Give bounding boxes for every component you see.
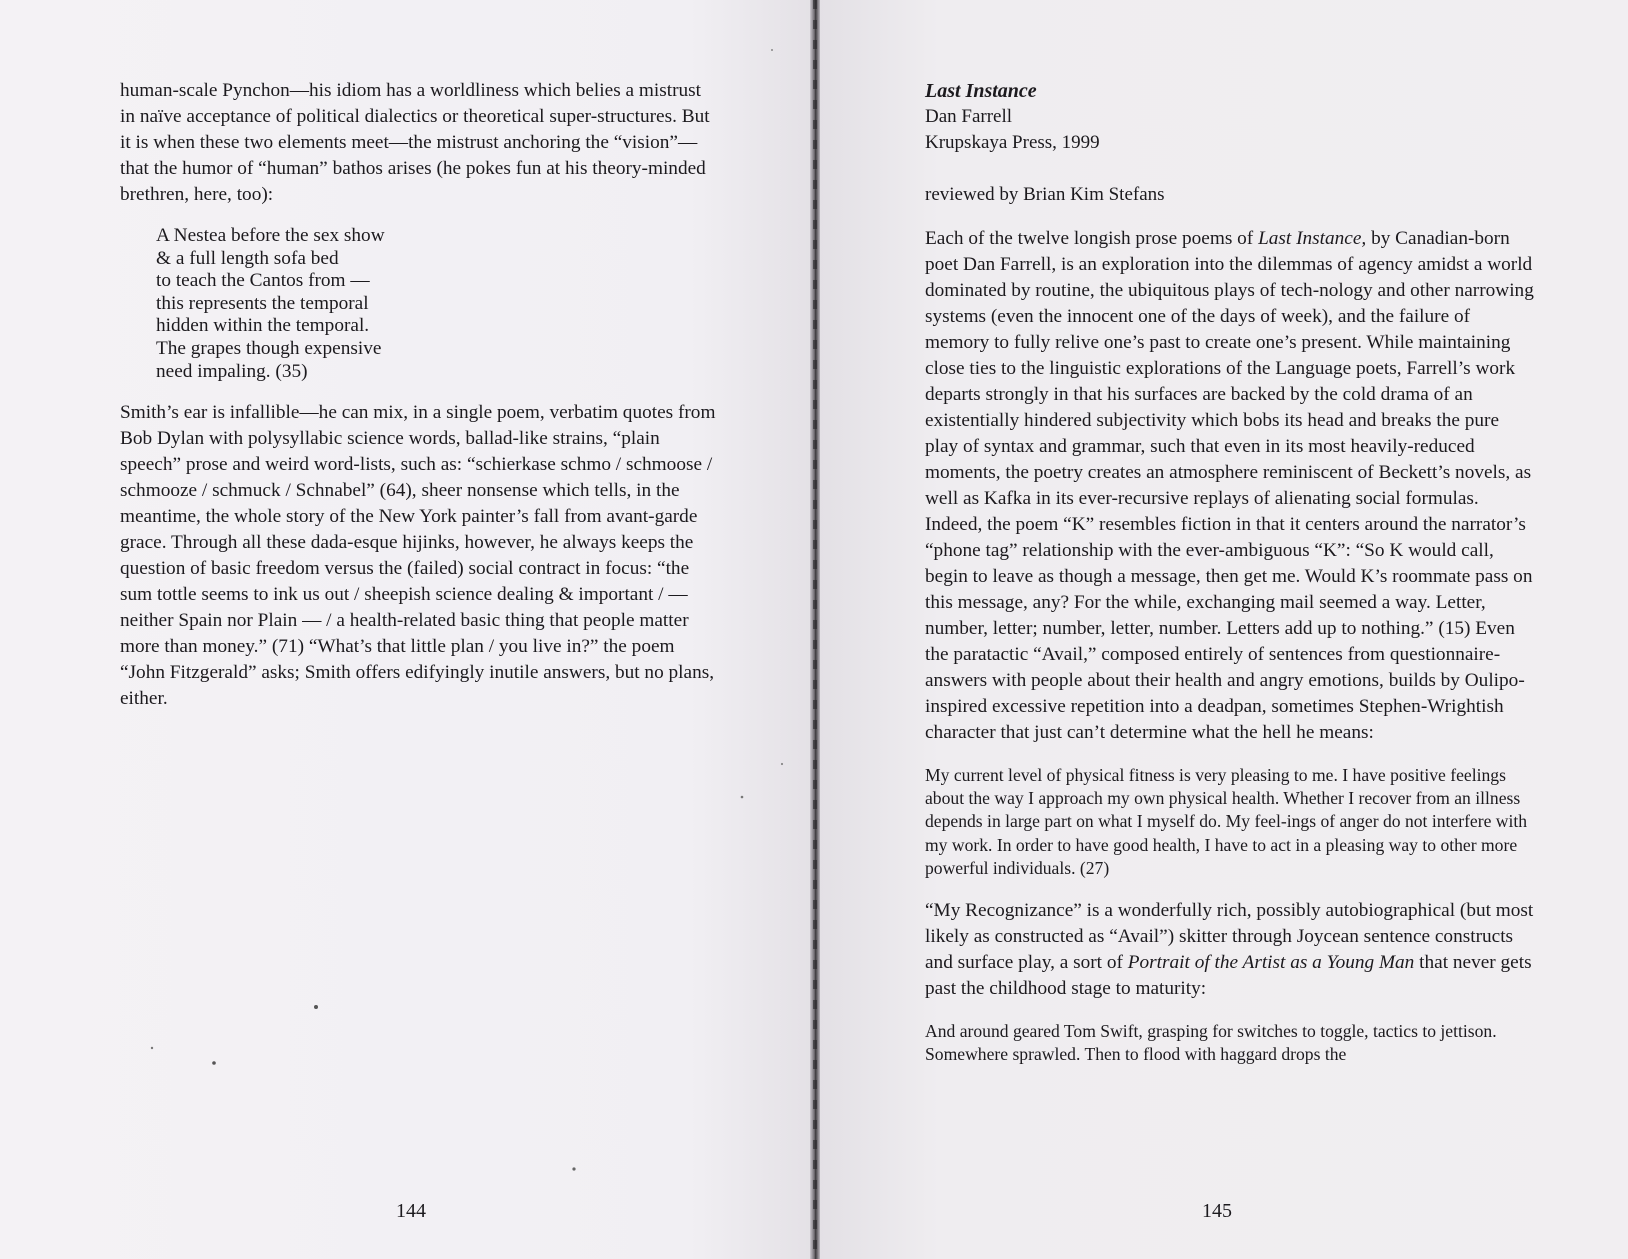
spine-stitching — [813, 0, 817, 1259]
verse-line: this represents the temporal — [156, 292, 369, 314]
verse-quotation — [156, 225, 720, 383]
block-quotation-1 — [925, 764, 1535, 880]
left-paragraph-2: Smith’s ear is infallible—he can mix, in a single poem, verbatim quotes from Bob Dylan with polysyllabic science words, ballad-like strains, “plain speech” prose and weird word-lists, such as: “schierkase schmo / schmoose / schmooze / schmuck / Schnabel” (64), sheer nonsense which tells, in the meantime, the whole story of the New York painter’s fall from avant-garde grace. Through all these dada-esque hijinks, however, he always keeps the question of basic freedom versus the (failed) social contract in focus: “the sum tottle seems to ink us out / sheepish science dealing & important / — neither Spain nor Plain — / a health-related basic thing that people matter more than money.” (71) “What’s that little plan / you live in?” the poem “John Fitzgerald” asks; Smith offers edifyingly inutile answers, but no plans, either. — [120, 402, 716, 710]
verse-line: need impaling. (35) — [156, 360, 308, 382]
text-run: by Canadian-born poet Dan Farrell, is an exploration into the dilemmas of agency amidst a world dominated by routine, the ubiquitous plays of tech-nology and other narrowing systems (even the innocent one of the days of week), and the failure of memory to fully relive one’s past to create one’s present. While maintaining close ties to the linguistic explorations of the Language poets, Farrell’s work departs strongly in that his surfaces are backed by the cold drama of an existentially hindered subjectivity which bobs its head and breaks the pure play of syntax and grammar, such that even in its most heavily-reduced moments, the poetry creates an atmosphere reminiscent of Beckett’s novels, as well as Kafka in its ever-recursive replays of alienating social formulas. Indeed, the poem “K” resembles fiction in that it centers around the narrator’s “phone tag” relationship with the ever-ambiguous “K”: “So K would call, begin to leave as though a message, then get me. Would K’s roommate pass on this message, any? For the while, exchanging mail seemed a way. Letter, number, letter; number, letter, number. Letters add up to nothing.” (15) Even the paratactic “Avail,” composed entirely of sentences from questionnaire-answers with people about their health and angry emotions, builds by Oulipo-inspired excessive repetition into a deadpan, sometimes Stephen-Wrightish character that just can’t determine what the hell he means: — [925, 228, 1534, 743]
reviewer-credit: reviewed by Brian Kim Stefans — [925, 184, 1165, 205]
quotation-text: My current level of physical fitness is very pleasing to me. I have positive feelings about the way I approach my own physical health. Whether I recover from an illness depends in large part on what I myself do. My feel-ings of anger do not interfere with my work. In order to have good health, I have to act in a pleasing way to other more powerful individuals. (27) — [925, 765, 1528, 878]
left-text-column — [120, 78, 720, 712]
text-run: Each of the twelve longish prose poems of — [925, 228, 1259, 249]
review-title: Last Instance — [925, 80, 1037, 102]
verse-line: & a full length sofa bed — [156, 247, 339, 269]
right-paragraph-1 — [925, 226, 1535, 746]
text-run: that never gets past the childhood stage to maturity: — [925, 952, 1532, 1000]
book-title-italic: Last Instance, — [1258, 228, 1367, 249]
book-title-italic: Portrait of the Artist as a Young Man — [1127, 952, 1415, 974]
quotation-text: And around geared Tom Swift, grasping for switches to toggle, tactics to jettison. Somewhere sprawled. Then to flood with haggard drops the — [925, 1021, 1497, 1065]
verse-line: A Nestea before the sex show — [156, 225, 385, 246]
verse-line: to teach the Cantos from — — [156, 270, 370, 292]
verse-line: The grapes though expensive — [156, 337, 382, 359]
verse-line: hidden within the temporal. — [156, 315, 370, 337]
page-number-left: 144 — [396, 1200, 426, 1222]
book-author: Dan Farrell — [925, 106, 1013, 127]
right-text-column — [925, 78, 1535, 1066]
book-publisher: Krupskaya Press, 1999 — [925, 132, 1100, 153]
block-quotation-2 — [925, 1020, 1535, 1066]
left-paragraph-1: human-scale Pynchon—his idiom has a worldliness which belies a mistrust in naïve acceptance of political dialectics or theoretical super-structures. But it is when these two elements meet—the mistrust anchoring the “vision”—that the humor of “human” bathos arises (he pokes fun at his theory-minded brethren, here, too): — [120, 80, 710, 205]
page-number-right: 145 — [1202, 1200, 1232, 1222]
text-run: “My Recognizance” is a wonderfully rich, possibly autobiographical (but most likely as constructed as “Avail”) skitter through Joycean sentence constructs and surface play, a sort of — [925, 900, 1534, 974]
right-paragraph-2 — [925, 898, 1535, 1002]
